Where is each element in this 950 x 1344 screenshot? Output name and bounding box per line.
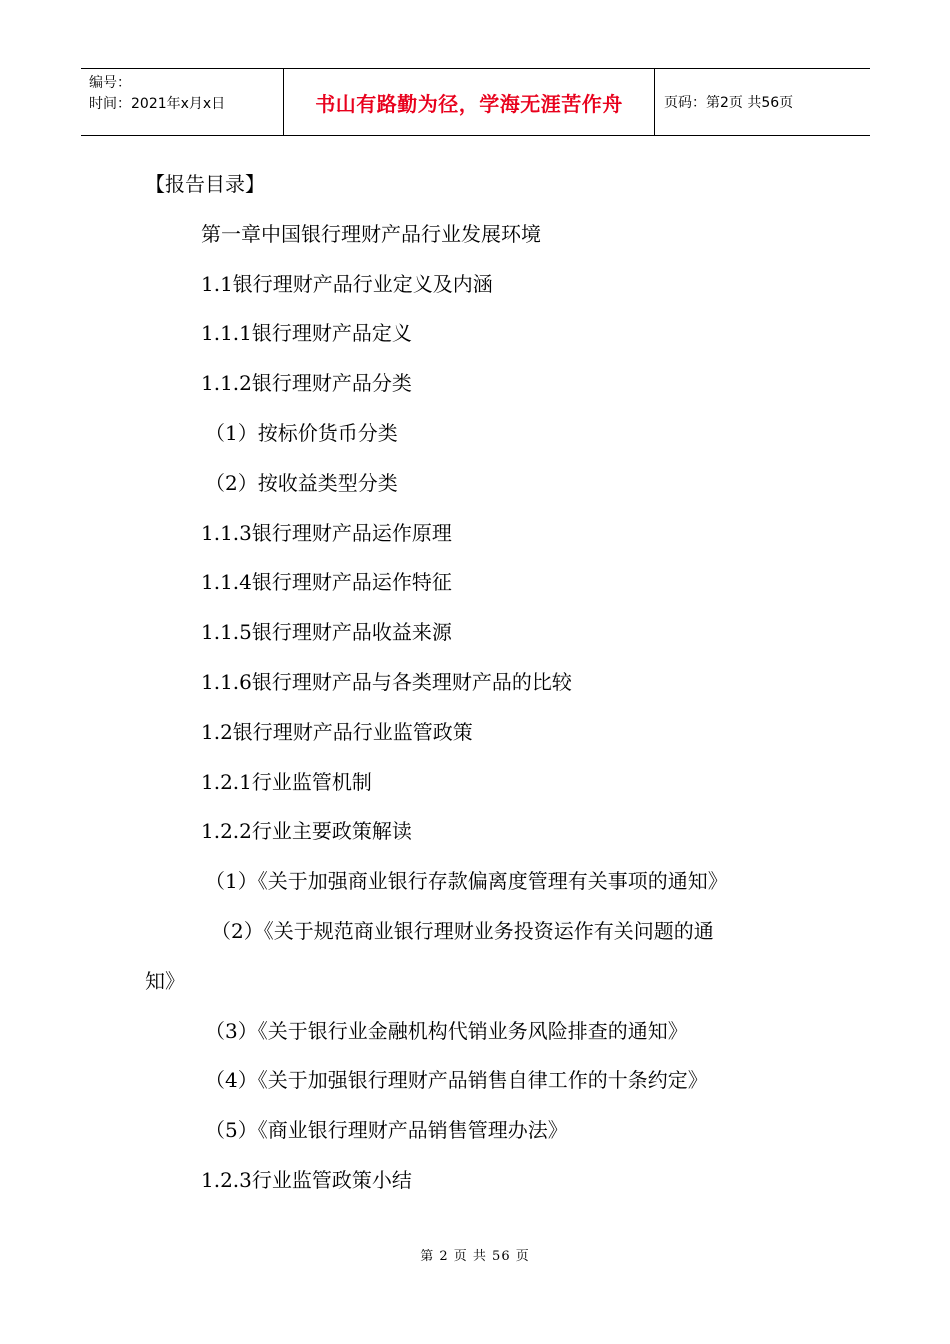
- footer-page-number: 第 2 页 共 56 页: [420, 1249, 530, 1264]
- header-page-info: 页码：第2页 共56页: [664, 95, 794, 111]
- toc-item: 1.2.3行业监管政策小结: [201, 1167, 412, 1192]
- header-motto-cell: [283, 69, 655, 135]
- toc-item: 1.1银行理财产品行业定义及内涵: [201, 271, 493, 296]
- toc-item: 1.1.1银行理财产品定义: [201, 321, 412, 346]
- page-header: [81, 68, 870, 136]
- toc-item: （5）《商业银行理财产品销售管理办法》: [205, 1118, 568, 1143]
- toc-heading: 【报告目录】: [145, 172, 265, 196]
- toc-item: 1.1.2银行理财产品分类: [201, 371, 412, 396]
- header-motto: 书山有路勤为径，学海无涯苦作舟: [315, 91, 623, 116]
- toc-item: （2）按收益类型分类: [205, 470, 398, 495]
- toc-item: （1）按标价货币分类: [205, 420, 398, 445]
- toc-item: 1.1.4银行理财产品运作特征: [201, 570, 452, 595]
- toc-item: （1）《关于加强商业银行存款偏离度管理有关事项的通知》: [205, 869, 728, 894]
- toc-item: 1.2.2行业主要政策解读: [201, 819, 412, 844]
- toc-item: 1.1.6银行理财产品与各类理财产品的比较: [201, 669, 572, 694]
- report-table-of-contents: [145, 160, 825, 1206]
- toc-item: 1.1.5银行理财产品收益来源: [201, 620, 452, 645]
- header-page-cell: [655, 69, 870, 135]
- toc-item: 第一章中国银行理财产品行业发展环境: [201, 221, 541, 246]
- header-meta-cell: [81, 69, 283, 135]
- toc-item: 1.2银行理财产品行业监管政策: [201, 719, 473, 744]
- toc-item: （4）《关于加强银行理财产品销售自律工作的十条约定》: [205, 1068, 708, 1093]
- document-time-label: 时间：2021年x月x日: [89, 96, 226, 112]
- toc-item: （3）《关于银行业金融机构代销业务风险排查的通知》: [205, 1018, 688, 1043]
- toc-item: （2）《关于规范商业银行理财业务投资运作有关问题的通: [211, 918, 714, 943]
- page-footer: [0, 1245, 950, 1264]
- document-number-label: 编号：: [89, 75, 131, 91]
- toc-item-continuation: 知》: [145, 968, 185, 993]
- toc-item: 1.2.1行业监管机制: [201, 769, 372, 794]
- toc-item: 1.1.3银行理财产品运作原理: [201, 520, 452, 545]
